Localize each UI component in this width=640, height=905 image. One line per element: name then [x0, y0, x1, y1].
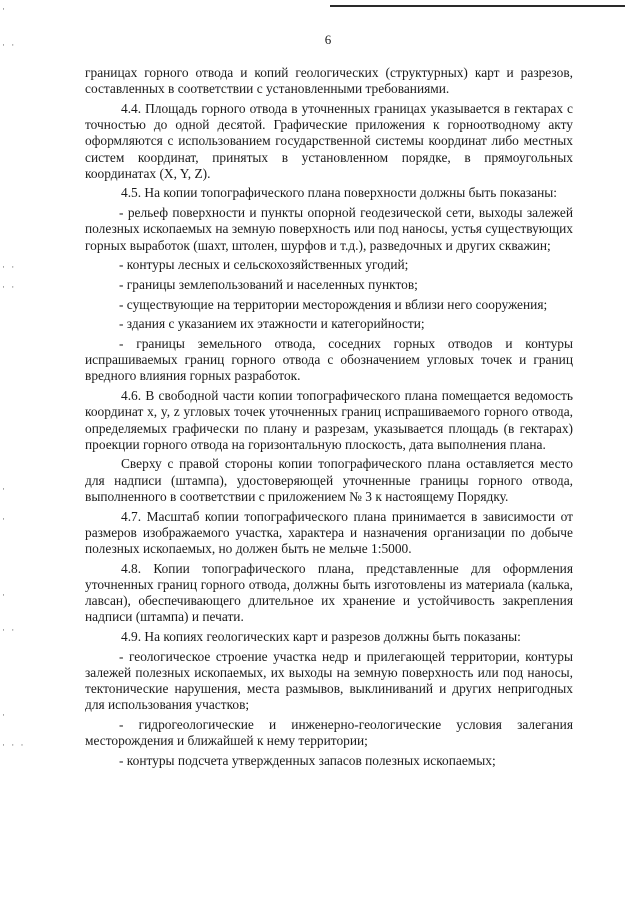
- scan-speck: ·: [2, 514, 7, 524]
- scan-speck: · ·: [2, 282, 17, 292]
- document-body: [85, 65, 573, 773]
- scan-speck: ·: [2, 4, 7, 14]
- paragraph-4-8: 4.8. Копии топографического плана, представленные для оформления уточненных границ горного отвода, должны быть изготовлены из материала (калька, лавсан), обеспечивающего длительное их хранение и устойчивость закрепления надписи (штампа) и печати.: [85, 560, 573, 625]
- list-item: - рельеф поверхности и пункты опорной геодезической сети, выходы залежей полезных ископаемых на земную поверхность или под наносы, устья существующих горных выработок (шахт, штолен, шурфов и т.д.), разведочных и других скважин;: [85, 205, 573, 253]
- paragraph-4-5: 4.5. На копии топографического плана поверхности должны быть показаны:: [121, 185, 557, 201]
- paragraph-continuation: границах горного отвода и копий геологических (структурных) карт и разрезов, составленных в соответствии с установленными требованиями.: [85, 65, 573, 97]
- top-rule: [330, 5, 625, 7]
- scan-speck: ·: [2, 484, 7, 494]
- list-item: - гидрогеологические и инженерно-геологические условия залегания месторождения и ближайшей к нему территории;: [85, 717, 573, 749]
- paragraph-4-7: 4.7. Масштаб копии топографического плана принимается в зависимости от размеров изображаемого участка, характера и назначения организации по добыче полезных ископаемых, но должен быть не мельче 1:5000.: [85, 508, 573, 556]
- scan-speck: · · ·: [2, 740, 26, 750]
- paragraph-4-4: 4.4. Площадь горного отвода в уточненных границах указывается в гектарах с точностью до одной десятой. Графические приложения к горноотводному акту оформляются с использованием государственной системы координат либо местных систем координат, принятых в установленном порядке, в прямоугольных координатах (X, Y, Z).: [85, 100, 573, 181]
- list-item: - контуры лесных и сельскохозяйственных угодий;: [119, 257, 409, 273]
- paragraph-4-9: 4.9. На копиях геологических карт и разрезов должны быть показаны:: [121, 629, 521, 644]
- list-item: - геологическое строение участка недр и прилегающей территории, контуры залежей полезных ископаемых, их выходы на земную поверхность или под наносы, тектонические нарушения, места размывов, выклиниваний и других непригодных для использования участков;: [85, 648, 573, 713]
- list-item: - границы землепользований и населенных пунктов;: [119, 276, 418, 292]
- list-item: - здания с указанием их этажности и категорийности;: [119, 316, 425, 332]
- scan-speck: ·: [2, 590, 7, 600]
- list-item: - существующие на территории месторождения и вблизи него сооружения;: [119, 296, 548, 312]
- paragraph-4-6: 4.6. В свободной части копии топографического плана помещается ведомость координат x, y, z угловых точек уточненных границ испрашиваемого горного отвода, определяемых графически по плану и разрезам, указывается площадь (в гектарах) проекции горного отвода на горизонтальную плоскость, дата выполнения плана.: [85, 388, 573, 452]
- scan-speck: · ·: [2, 625, 17, 635]
- scan-margin-specks: [2, 0, 42, 905]
- scan-speck: ·: [2, 710, 7, 720]
- page-number: 6: [324, 32, 332, 47]
- scan-speck: · ·: [2, 40, 17, 50]
- paragraph-stamp-location: Сверху с правой стороны копии топографического плана оставляется место для надписи (штампа), удостоверяющей уточненные границы горного отвода, выполненного в соответствии с приложением № 3 к настоящему Порядку.: [85, 456, 573, 504]
- scan-speck: · ·: [2, 262, 17, 272]
- list-item: - контуры подсчета утвержденных запасов полезных ископаемых;: [119, 752, 496, 768]
- list-item: - границы земельного отвода, соседних горных отводов и контуры испрашиваемых границ горного отвода с обозначением угловых точек и границ вредного влияния горных разработок.: [85, 336, 573, 384]
